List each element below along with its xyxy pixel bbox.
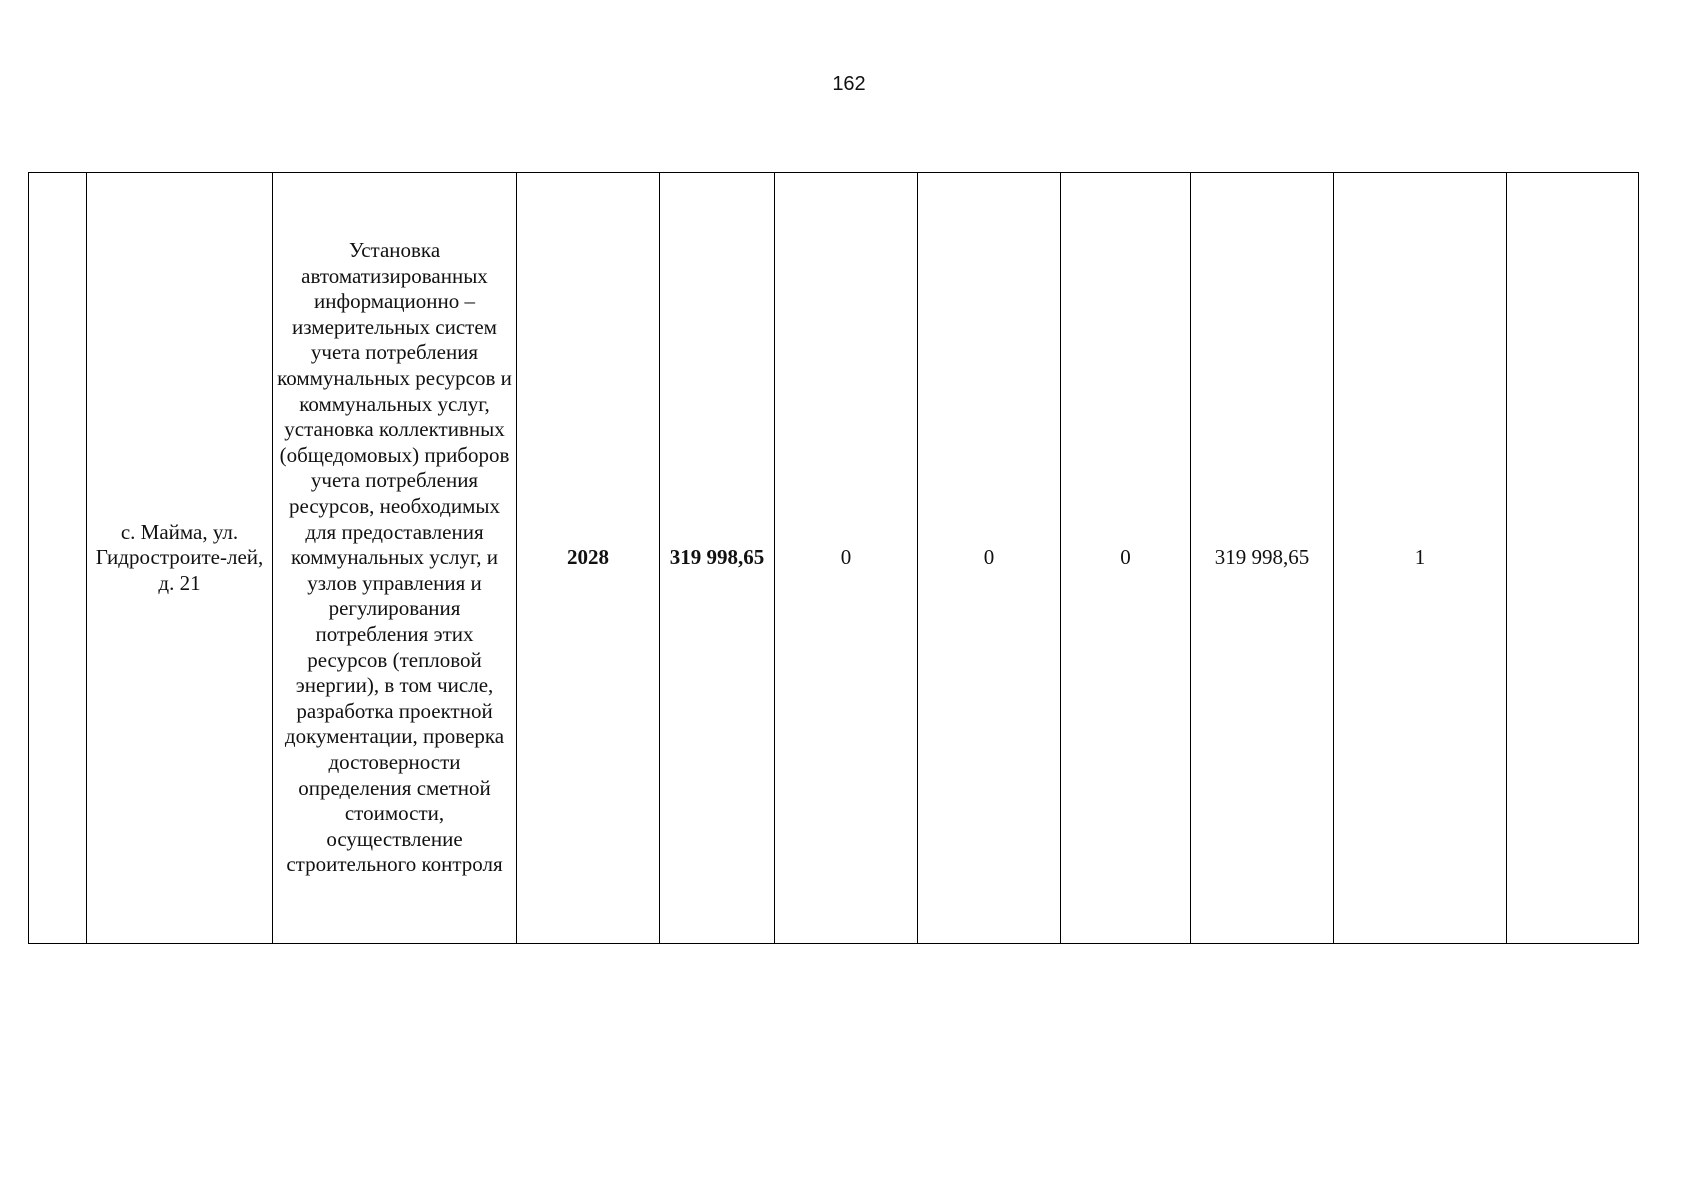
- cell-last: [1507, 173, 1639, 944]
- cell-description: Установка автоматизированных информационно – измерительных систем учета потребления коммунальных ресурсов и коммунальных услуг, установка коллективных (общедомовых) приборов учета потребления ресурсов, необходимых для предоставления коммунальных услуг, и узлов управления и регулирования потребления этих ресурсов (тепловой энергии), в том числе, разработка проектной документации, проверка достоверности определения сметной стоимости, осуществление строительного контроля: [273, 173, 517, 944]
- page-number: 162: [832, 73, 866, 95]
- cell-count: 1: [1334, 173, 1507, 944]
- cell-total: 319 998,65: [660, 173, 775, 944]
- table-row: [29, 173, 1639, 944]
- work-table: [28, 172, 1639, 944]
- cell-year: 2028: [517, 173, 660, 944]
- cell-value-c: 0: [1061, 173, 1191, 944]
- cell-value-a: 0: [775, 173, 918, 944]
- cell-index: [29, 173, 87, 944]
- cell-value-d: 319 998,65: [1191, 173, 1334, 944]
- cell-address: с. Майма, ул. Гидростроите-лей, д. 21: [87, 173, 273, 944]
- cell-value-b: 0: [918, 173, 1061, 944]
